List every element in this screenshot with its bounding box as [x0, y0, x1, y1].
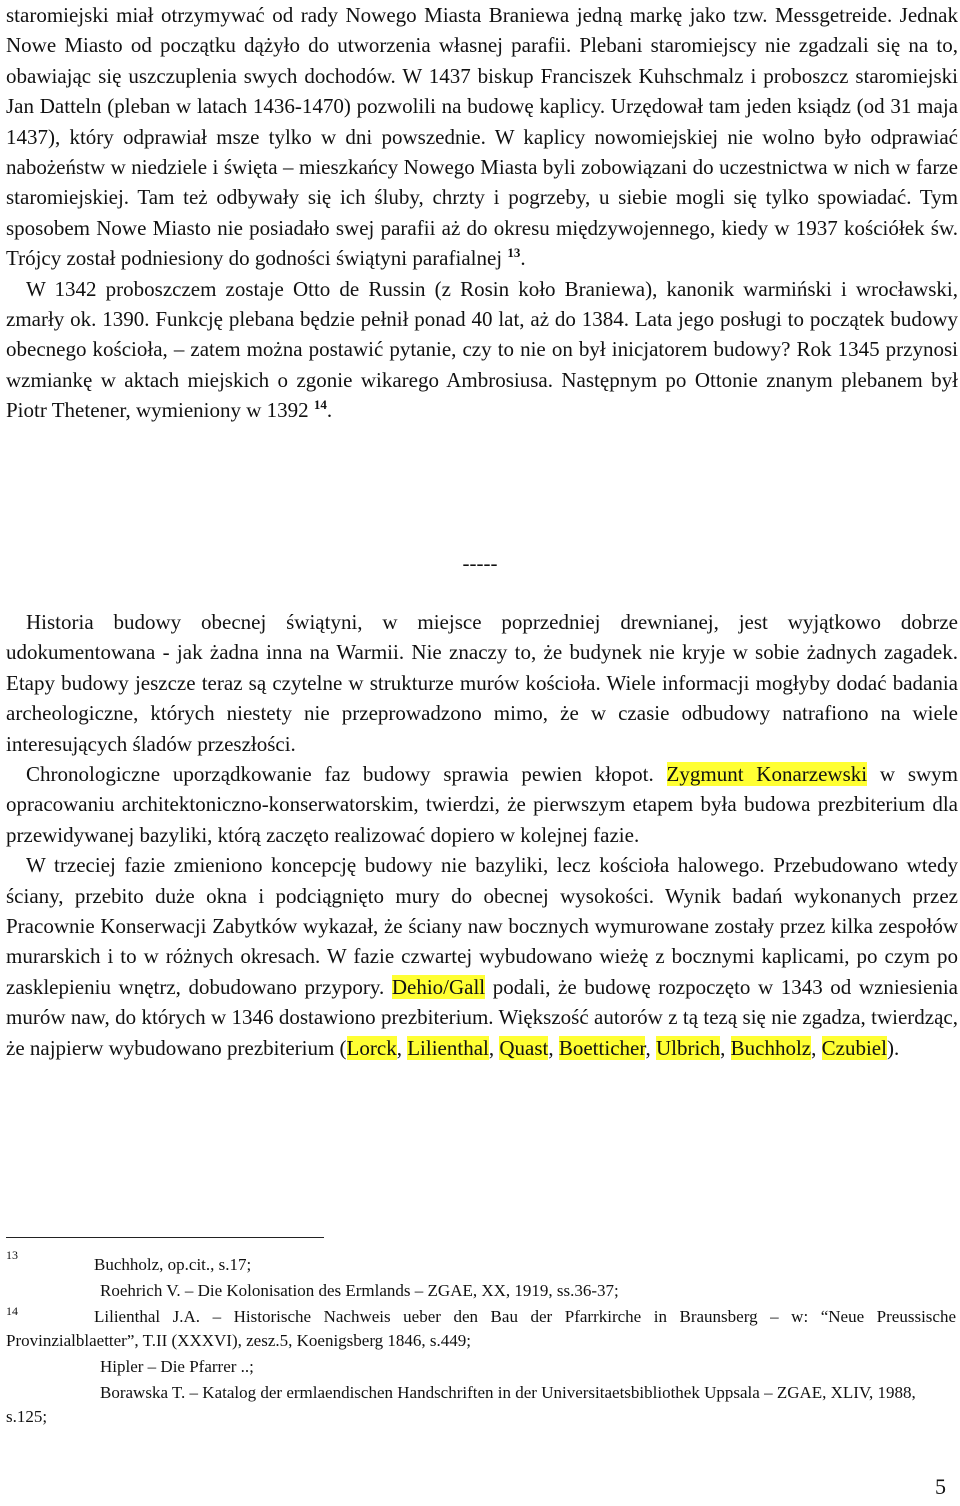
- body-text-top: [6, 0, 958, 426]
- footnote-ref-13[interactable]: 13: [507, 245, 521, 261]
- highlight-boetticher: Boetticher: [558, 1035, 646, 1060]
- footnote-ref-14[interactable]: 14: [313, 397, 327, 413]
- footnote-14-line-2: Hipler – Die Pfarrer ..;: [100, 1357, 254, 1376]
- page-number: 5: [935, 1474, 946, 1499]
- highlight-buchholz: Buchholz: [730, 1035, 812, 1060]
- footnote-13-line-2: Roehrich V. – Die Kolonisation des Ermlands – ZGAE, XX, 1919, ss.36-37;: [100, 1281, 619, 1300]
- body-text-bottom: [6, 607, 958, 1063]
- footnote-number-14: 14: [6, 1304, 18, 1318]
- footnote-rule: [6, 1237, 324, 1238]
- footnote-number-13: 13: [6, 1248, 18, 1262]
- highlight-lorck: Lorck: [346, 1035, 397, 1060]
- paragraph-2: W 1342 proboszczem zostaje Otto de Russin (z Rosin koło Braniewa), kanonik warmiński i wrocławski, zmarły ok. 1390. Funkcję plebana będzie pełnił ponad 40 lat, aż do 1384. Lata jego posługi to początek budowy obecnego kościoła, – zatem można postawić pytanie, czy to nie on był inicjatorem budowy? Rok 1345 przynosi wzmiankę w aktach miejskich o zgonie wikarego Ambrosiusa. Następnym po Ottonie znanym plebanem był Piotr Thetener, wymieniony w 1392 $^{14}$.: [6, 276, 958, 423]
- footnote-14-line-3: Borawska T. – Katalog der ermlaendischen Handschriften in der Universitaetsbibliothek Uppsala – ZGAE, XLIV, 1988, s.125;: [6, 1383, 916, 1426]
- highlight-quast: Quast: [499, 1035, 549, 1060]
- section-separator: -----: [462, 551, 498, 575]
- paragraph-4: Chronologiczne uporządkowanie faz budowy sprawia pewien kłopot. Zygmunt Konarzewski w swym opracowaniu architektoniczno-konserwatorskim, twierdzi, że pierwszym etapem była budowa prezbiterium dla przewidywanej bazyliki, którą zaczęto realizować dopiero w kolejnej fazie.: [6, 762, 959, 847]
- highlight-konarzewski: Zygmunt Konarzewski: [666, 762, 868, 787]
- footnote-13-line-1: Buchholz, op.cit., s.17;: [94, 1255, 252, 1274]
- paragraph-3: Historia budowy obecnej świątyni, w miejsce poprzedniej drewnianej, jest wyjątkowo dobrze udokumentowana - jak żadna inna na Warmii. Nie znaczy to, że budynek nie kryje w sobie żadnych zagadek. Etapy budowy jeszcze teraz są czytelne w strukturze murów kościoła. Wiele informacji mogłyby dodać badania archeologiczne, których niestety nie przeprowadzono mimo, że w czasie odbudowy natrafiono na wiele interesujących śladów przeszłości.: [6, 610, 958, 756]
- highlight-dehio-gall: Dehio/Gall: [391, 974, 486, 999]
- paragraph-1: staromiejski miał otrzymywać od rady Nowego Miasta Braniewa jedną markę jako tzw. Messgetreide. Jednak Nowe Miasto od początku dążyło do utworzenia własnej parafii. Plebani staromiejscy nie zgadzali się na to, obawiając się uszczuplenia swych dochodów. W 1437 biskup Franciszek Kuhschmalz i proboszcz staromiejski Jan Datteln (pleban w latach 1436-1470) pozwolili na budowę kaplicy. Urzędował tam jeden ksiądz (od 31 maja 1437), który odprawiał msze tylko w dni powszednie. W kaplicy nowomiejskiej nie wolno było odprawiać nabożeństw w niedziele i święta – mieszkańcy Nowego Miasta byli zobowiązani do uczestnictwa w nich w farze staromiejskiej. Tam też odbywały się ich śluby, chrzty i pogrzeby, u siebie mogli się tylko spowiadać. Tym sposobem Nowe Miasto nie posiadało swej parafii aż do okresu międzywojennego, kiedy w 1937 kościółek św. Trójcy został podniesiony do godności świątyni parafialnej $^{13}$.: [6, 3, 958, 271]
- footnote-14: [6, 1297, 956, 1429]
- paragraph-5: W trzeciej fazie zmieniono koncepcję budowy nie bazyliki, lecz kościoła halowego. Przebudowano wtedy ściany, przebito duże okna i podciągnięto mury do obecnej wysokości. Wynik badań wykonanych przez Pracownie Konserwacji Zabytków wykazał, że ściany naw bocznych wymurowane zostały przez kilka zespołów murarskich i to w różnych okresach. W fazie czwartej wybudowano wieżę z bocznymi kaplicami, po czym po zasklepieniu wnętrz, dobudowano przypory. Dehio/Gall podali, że budowę rozpoczęto w 1343 od wzniesienia murów naw, do których w 1346 dostawiono prezbiterium. Większość autorów z tą tezą się nie zgadza, twierdząc, że najpierw wybudowano prezbiterium (Lorck, Lilienthal, Quast, Boetticher, Ulbrich, Buchholz, Czubiel).: [6, 853, 958, 1060]
- footnote-14-line-1: Lilienthal J.A. – Historische Nachweis ueber den Bau der Pfarrkirche in Braunsberg – w: “Neue Preussische Provinzialblaetter”, T.II (XXXVI), zesz.5, Koenigsberg 1846, s.449;: [6, 1307, 956, 1350]
- highlight-ulbrich: Ulbrich: [655, 1035, 721, 1060]
- highlight-czubiel: Czubiel: [821, 1035, 887, 1060]
- highlight-lilienthal: Lilienthal: [407, 1035, 489, 1060]
